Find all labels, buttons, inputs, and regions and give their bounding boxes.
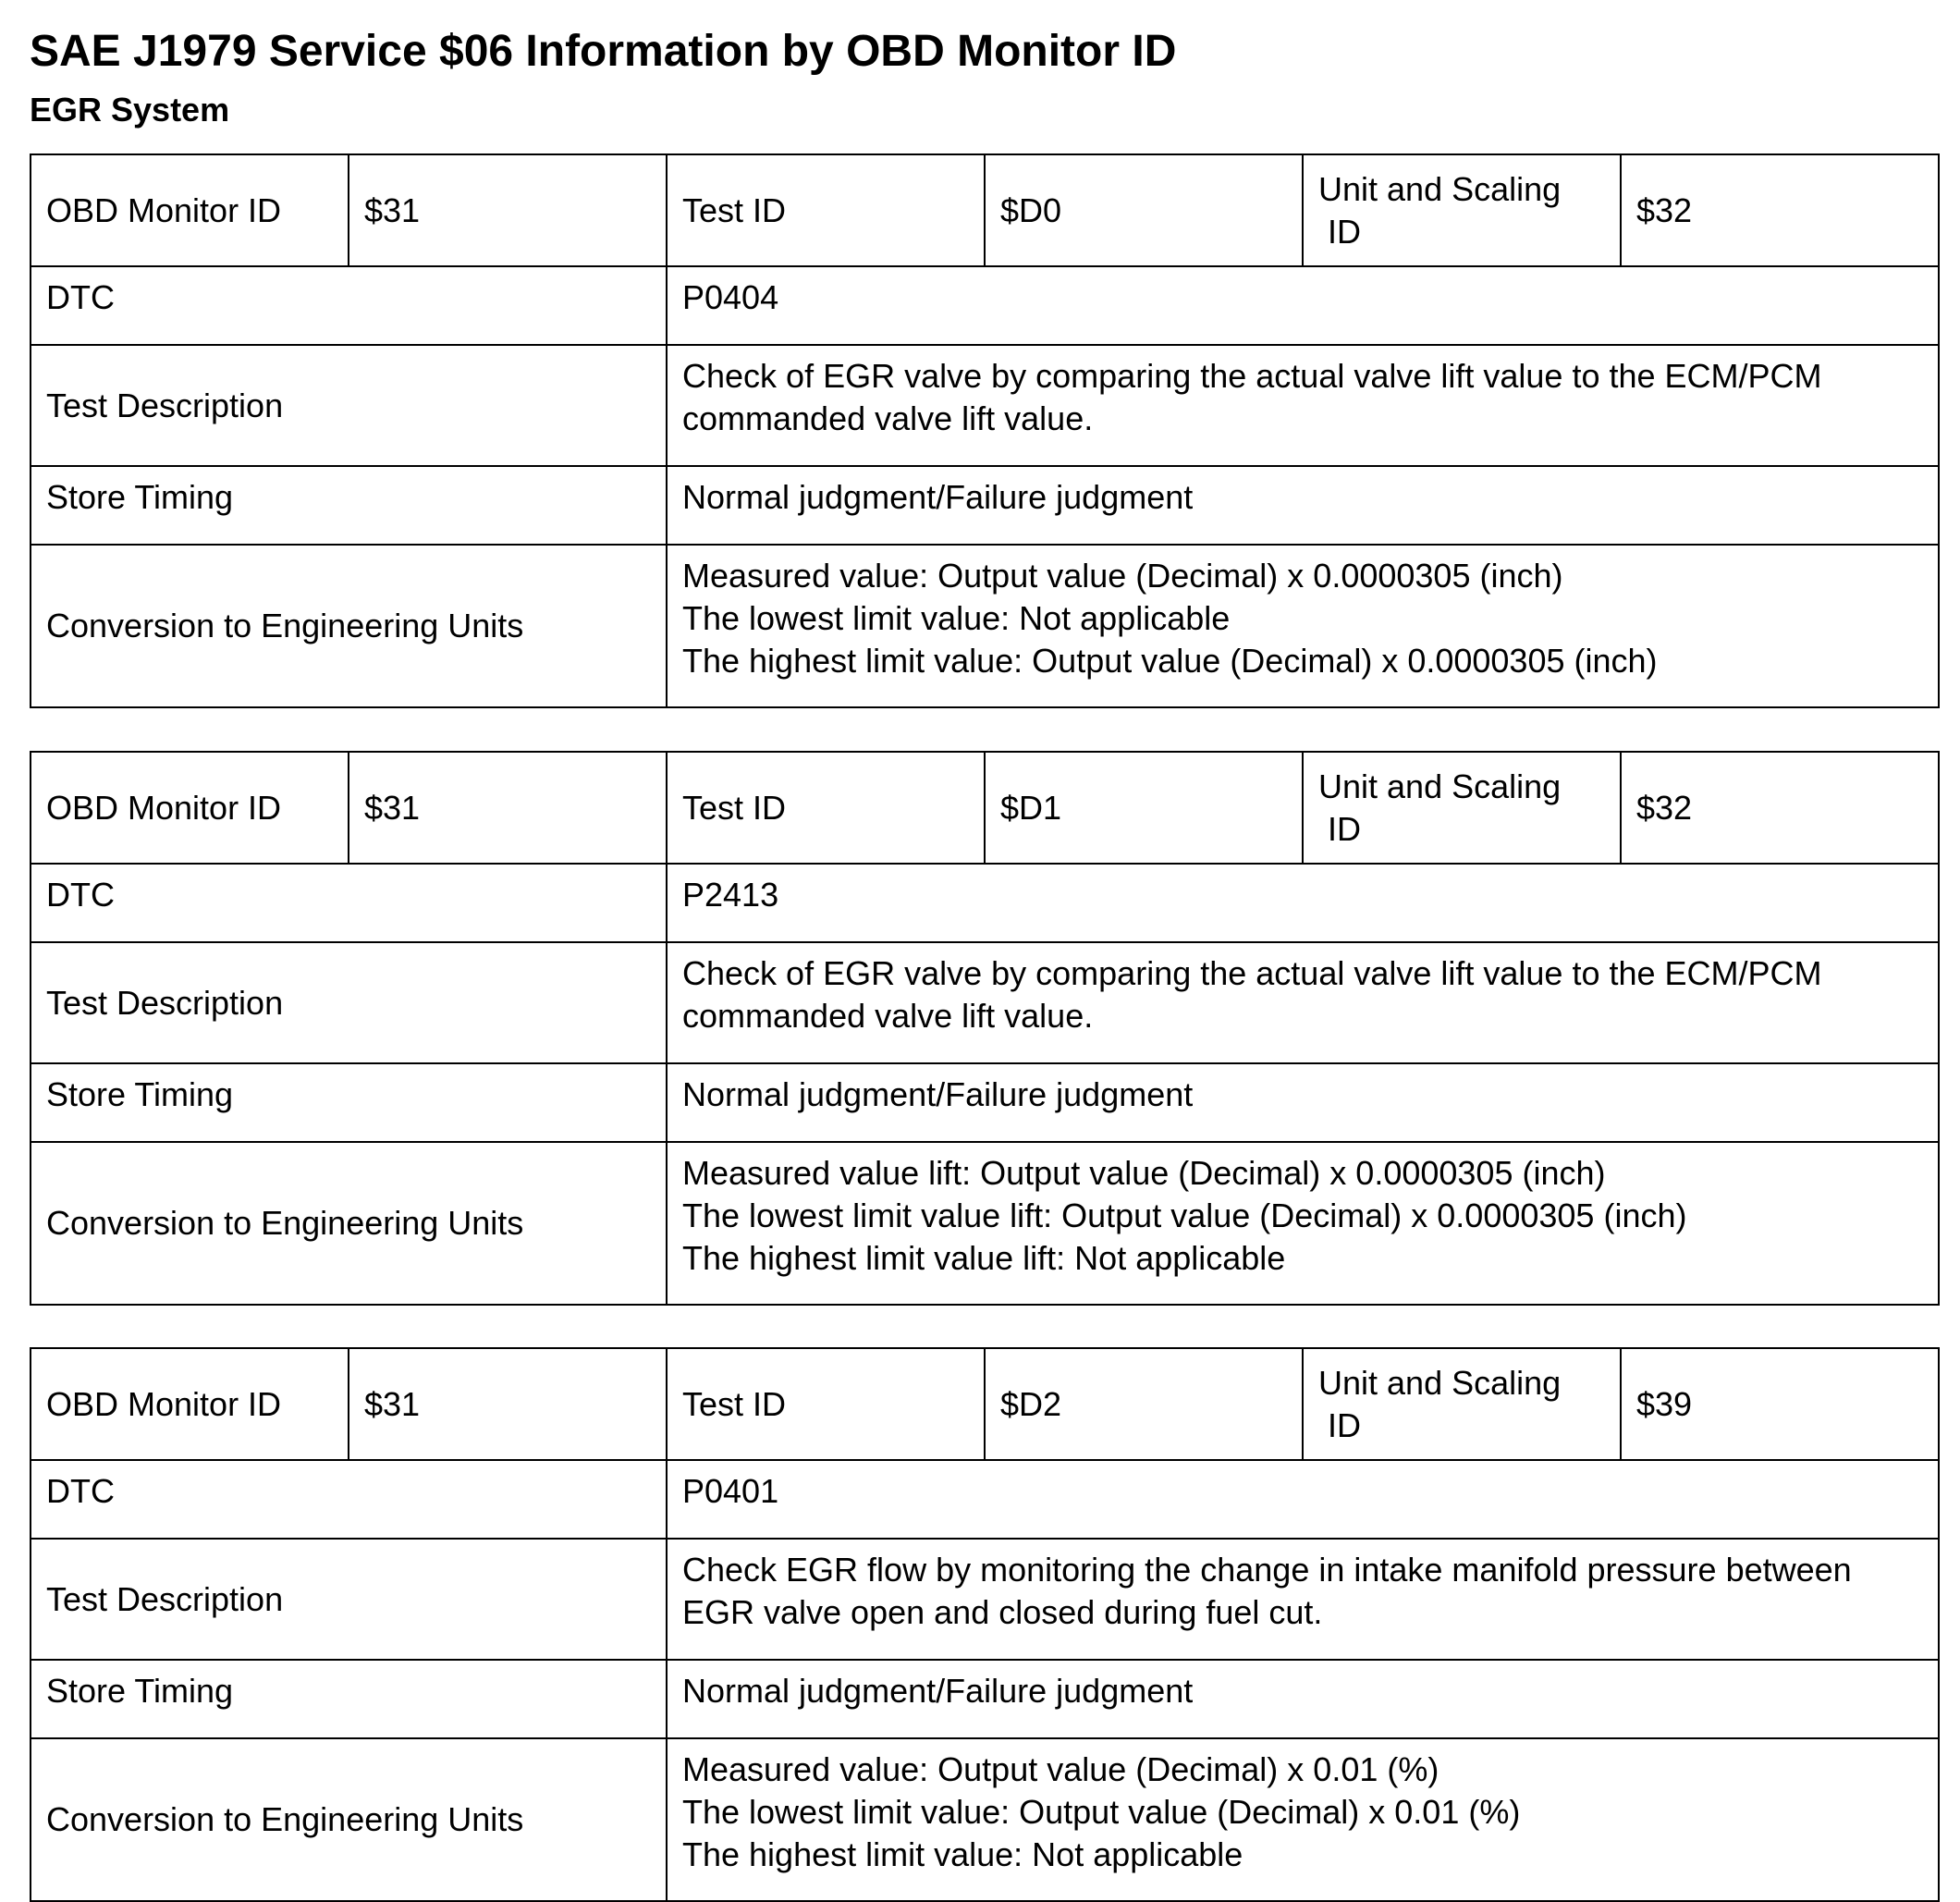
conversion-label: Conversion to Engineering Units (31, 545, 667, 707)
conversion-row (31, 1738, 1939, 1901)
test-id-label: Test ID (667, 154, 985, 266)
conversion-value: Measured value lift: Output value (Decimal) x 0.0000305 (inch) The lowest limit value lift: Output value (Decimal) x 0.0000305 (inch) The highest limit value lift: Not applicable (667, 1142, 1939, 1305)
test-description-value: Check of EGR valve by comparing the actual valve lift value to the ECM/PCM commanded valve lift value. (667, 942, 1939, 1063)
conversion-label: Conversion to Engineering Units (31, 1738, 667, 1901)
test-id-label: Test ID (667, 1348, 985, 1460)
dtc-value: P0404 (667, 266, 1939, 345)
store-timing-value: Normal judgment/Failure judgment (667, 1063, 1939, 1142)
conversion-value: Measured value: Output value (Decimal) x 0.0000305 (inch) The lowest limit value: Not applicable The highest limit value: Output value (Decimal) x 0.0000305 (inch) (667, 545, 1939, 707)
test-description-label: Test Description (31, 345, 667, 466)
test-description-label: Test Description (31, 1539, 667, 1660)
obd-monitor-id-label: OBD Monitor ID (31, 154, 349, 266)
test-description-value: Check of EGR valve by comparing the actual valve lift value to the ECM/PCM commanded valve lift value. (667, 345, 1939, 466)
test-id-label: Test ID (667, 752, 985, 864)
unit-scaling-id-label: Unit and Scaling ID (1303, 752, 1621, 864)
dtc-row (31, 864, 1939, 942)
store-timing-value: Normal judgment/Failure judgment (667, 1660, 1939, 1738)
unit-scaling-id-value: $39 (1621, 1348, 1939, 1460)
dtc-value: P2413 (667, 864, 1939, 942)
header-row (31, 752, 1939, 864)
store-timing-value: Normal judgment/Failure judgment (667, 466, 1939, 545)
obd-monitor-id-label: OBD Monitor ID (31, 1348, 349, 1460)
page-title: SAE J1979 Service $06 Information by OBD Monitor ID (30, 27, 1177, 76)
store-timing-row (31, 1660, 1939, 1738)
unit-scaling-id-value: $32 (1621, 752, 1939, 864)
store-timing-row (31, 1063, 1939, 1142)
dtc-label: DTC (31, 1460, 667, 1539)
test-description-label: Test Description (31, 942, 667, 1063)
store-timing-label: Store Timing (31, 1660, 667, 1738)
conversion-value: Measured value: Output value (Decimal) x 0.01 (%) The lowest limit value: Output value (Decimal) x 0.01 (%) The highest limit value: Not applicable (667, 1738, 1939, 1901)
test-description-row (31, 1539, 1939, 1660)
conversion-label: Conversion to Engineering Units (31, 1142, 667, 1305)
unit-scaling-id-value: $32 (1621, 154, 1939, 266)
store-timing-label: Store Timing (31, 466, 667, 545)
test-description-value: Check EGR flow by monitoring the change in intake manifold pressure between EGR valve open and closed during fuel cut. (667, 1539, 1939, 1660)
test-description-row (31, 942, 1939, 1063)
unit-scaling-id-label: Unit and Scaling ID (1303, 154, 1621, 266)
obd-monitor-id-value: $31 (349, 752, 667, 864)
header-row (31, 154, 1939, 266)
dtc-value: P0401 (667, 1460, 1939, 1539)
obd-monitor-id-label: OBD Monitor ID (31, 752, 349, 864)
monitor-table (30, 751, 1940, 1306)
dtc-row (31, 266, 1939, 345)
conversion-row (31, 1142, 1939, 1305)
test-id-value: $D1 (985, 752, 1303, 864)
test-description-row (31, 345, 1939, 466)
dtc-label: DTC (31, 864, 667, 942)
section-subtitle: EGR System (30, 91, 230, 129)
obd-monitor-id-value: $31 (349, 1348, 667, 1460)
test-id-value: $D2 (985, 1348, 1303, 1460)
store-timing-label: Store Timing (31, 1063, 667, 1142)
obd-monitor-id-value: $31 (349, 154, 667, 266)
conversion-row (31, 545, 1939, 707)
monitor-table (30, 1347, 1940, 1902)
store-timing-row (31, 466, 1939, 545)
header-row (31, 1348, 1939, 1460)
dtc-label: DTC (31, 266, 667, 345)
monitor-table (30, 153, 1940, 708)
test-id-value: $D0 (985, 154, 1303, 266)
dtc-row (31, 1460, 1939, 1539)
unit-scaling-id-label: Unit and Scaling ID (1303, 1348, 1621, 1460)
